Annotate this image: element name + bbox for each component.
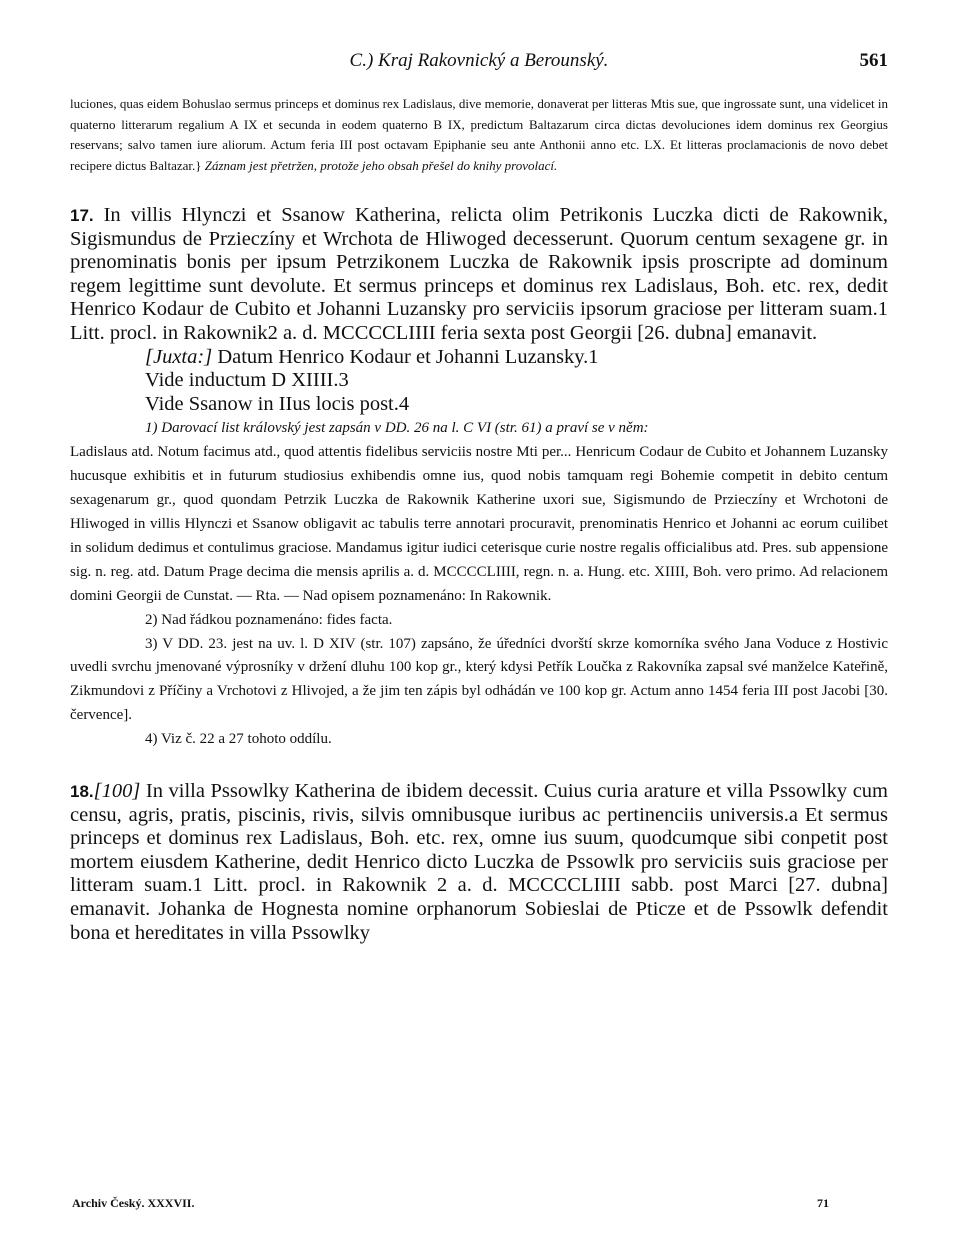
footnote-1-lead: 1) Darovací list královský jest zapsán v DD. 26 na l. C VI (str. 61) a praví se v něm:	[145, 420, 649, 437]
entry-ref: [100]	[93, 780, 141, 803]
footer-publication: Archiv Český. XXXVII.	[72, 1196, 195, 1210]
footnote-2: 2) Nad řádkou poznamenáno: fides facta.	[145, 611, 393, 628]
vide-line-1: Vide inductum D XIIII.3	[145, 369, 349, 392]
footnote-4: 4) Viz č. 22 a 27 tohoto oddílu.	[145, 731, 332, 748]
page-header	[70, 48, 888, 82]
continuation-note: Záznam jest přetržen, protože jeho obsah přešel do knihy provolací.	[204, 157, 558, 173]
juxta-line	[70, 346, 888, 370]
entry-17	[70, 204, 888, 416]
running-title: C.) Kraj Rakovnický a Berounský.	[349, 50, 609, 71]
footer-signature-number: 71	[817, 1196, 829, 1210]
entry-number: 17.	[70, 206, 94, 225]
entry-number: 18.	[70, 782, 94, 802]
continuation-text: luciones, quas eidem Bohuslao sermus princeps et dominus rex Ladislaus, dive memorie, donaverat per litteras Mtis sue, que ingrossate sunt, una videlicet in quaterno litterarum regalium A IX et secunda in eodem quaterno B IX, predictum Baltazarum circa dictas devoluciones idem dominus rex Georgius reservans; salvo tamen iure aliorum. Actum feria III post octavam Epiphanie seu ante Anthonii anno etc. LX. Et litteras proclamacionis de novo debet recipere dictus Baltazar.}	[70, 96, 888, 173]
juxta-text: Datum Henrico Kodaur et Johanni Luzansky.1	[217, 345, 599, 368]
entry-18	[70, 780, 888, 945]
document-page	[70, 48, 888, 945]
continuation-paragraph	[70, 94, 888, 176]
vide-line-2: Vide Ssanow in IIus locis post.4	[145, 392, 410, 415]
page-footer	[72, 1196, 890, 1211]
footnotes-entry-17	[70, 417, 888, 752]
juxta-label: [Juxta:]	[145, 345, 213, 368]
footnote-3: 3) V DD. 23. jest na uv. l. D XIV (str. 107) zapsáno, že úředníci dvorští skrze komorníka svého Jana Voduce z Hostivic uvedli svrchu jmenované výprosníky v držení dluhu 100 kop gr., který kdysi Petřík Loučka z Rakovníka zapsal své manželce Kateřině, Zikmundovi z Příčiny a Vrchotovi z Hlivojed, a že jim ten zápis byl odhádán ve 100 kop gr. Actum anno 1454 feria III post Jacobi [30. července].	[70, 635, 888, 724]
entry-text: In villis Hlynczi et Ssanow Katherina, relicta olim Petrikonis Luczka dicti de Rakownik, Sigismundus de Przieczíny et Wrchota de Hliwoged decesserunt. Quorum centum sexagene gr. in prenominatis bonis per ipsum Petrzikonem Luczka de Rakownik ipsis proscripte ad dominum regem legittime sunt devolute. Et sermus princeps et dominus rex Ladislaus, Boh. etc. rex, dedit Henrico Kodaur de Cubito et Johanni Luzansky pro serviciis ipsorum graciose per litteram suam.1 Litt. procl. in Rakownik2 a. d. MCCCCLIIII feria sexta post Georgii [26. dubna] emanavit.	[70, 204, 888, 344]
page-number: 561	[859, 50, 888, 71]
entry-text: In villa Pssowlky Katherina de ibidem decessit. Cuius curia arature et villa Pssowlky cum censu, agris, pratis, piscinis, rivis, silvis omnibusque iuribus ac pertinenciis universis.a Et sermus princeps et dominus rex Ladislaus, Boh. etc. rex, omne ius suum, quodcumque sibi conpetit post mortem eiusdem Katherine, dedit Henrico dicto Luczka de Pssowlk pro serviciis suis graciose per litteram suam.1 Litt. procl. in Rakownik 2 a. d. MCCCCLIIII sabb. post Marci [27. dubna] emanavit. Johanka de Hognesta nomine orphanorum Sobieslai de Pticze et de Pssowlk defendit bona et hereditates in villa Pssowlky	[70, 780, 888, 944]
footnote-1-body: Ladislaus atd. Notum facimus atd., quod attentis fidelibus serviciis nostre Mti per... Henricum Codaur de Cubito et Johannem Luzansky hucusque exhibitis et in futurum studiosius exhibendis omne ius, quod nobis tamquam regi Bohemie competit in debito centum sexagenarum gr., quod quondam Petrzik Luczka de Rakownik Katherine uxori sue, Sigismundo de Przieczíny et Wrchotoni de Hliwoged in villis Hlynczi et Ssanow obligavit ac tabulis terre annotari procuravit, prenominatis Henrico et Johanni ac eorum cuilibet in solidum dedimus et contulimus graciose. Mandamus igitur iudici ceterisque curie nostre regalis officialibus atd. Pres. sub appensione sig. n. reg. atd. Datum Prage decima die mensis aprilis a. d. MCCCCLIIII, regn. n. a. Hung. etc. XIIII, Boh. vero primo. Ad relacionem domini Georgii de Cunstat. — Rta. — Nad opisem poznamenáno: In Rakownik.	[70, 444, 888, 604]
